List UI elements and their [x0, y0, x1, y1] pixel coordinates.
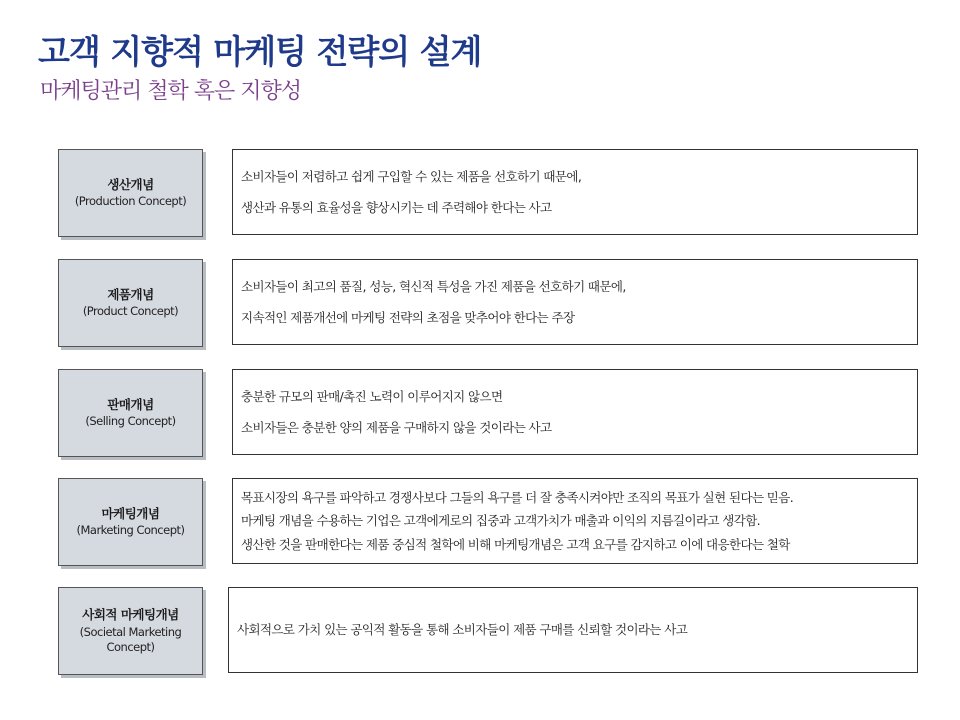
- description-line: 생산과 유통의 효율성을 향상시키는 데 주력해야 한다는 사고: [241, 200, 552, 215]
- description-line: 소비자들이 저렴하고 쉽게 구입할 수 있는 제품을 선호하기 때문에,: [241, 168, 582, 184]
- concept-name-ko: 판매개념: [107, 397, 154, 413]
- concept-label-box: [58, 259, 203, 347]
- description-line: 소비자들은 충분한 양의 제품을 구매하지 않을 것이라는 사고: [241, 420, 552, 435]
- description-line: 생산한 것을 판매한다는 제품 중심적 철학에 비해 마케팅개념은 고객 요구를 감지하고 이에 대응한다는 철학: [241, 536, 790, 552]
- concept-label-box: [58, 369, 203, 457]
- concept-description-box: [232, 369, 918, 455]
- concept-row-marketing: [58, 478, 920, 566]
- concept-name-en: (Production Concept): [74, 194, 187, 209]
- page-subtitle: 마케팅관리 철학 혹은 지향성: [40, 79, 302, 104]
- concept-row-product: [58, 259, 920, 347]
- concept-description-box: [232, 149, 918, 235]
- concept-name-ko: 생산개념: [107, 177, 154, 193]
- concept-row-production: [58, 149, 920, 237]
- concept-row-societal-marketing: [58, 587, 920, 675]
- description-line: 소비자들이 최고의 품질, 성능, 혁신적 특성을 가진 제품을 선호하기 때문에,: [241, 278, 626, 294]
- concept-label-box: [58, 478, 203, 566]
- concept-description-box: [232, 259, 918, 345]
- concept-name-en: (Product Concept): [82, 304, 179, 319]
- concept-label-box: [58, 149, 203, 237]
- concept-name-ko: 제품개념: [107, 287, 154, 303]
- concept-name-en: (Selling Concept): [85, 414, 176, 429]
- description-line: 충분한 규모의 판매/촉진 노력이 이루어지지 않으면: [241, 388, 503, 404]
- description-line: 지속적인 제품개선에 마케팅 전략의 초점을 맞추어야 한다는 주장: [241, 310, 575, 325]
- page-title: 고객 지향적 마케팅 전략의 설계: [38, 32, 482, 71]
- concept-description-box: [232, 478, 918, 564]
- concept-label-box: [58, 587, 203, 675]
- description-line: 사회적으로 가치 있는 공익적 활동을 통해 소비자들이 제품 구매를 신뢰할 것이라는 사고: [237, 622, 688, 638]
- concept-name-en: (Marketing Concept): [76, 523, 185, 538]
- concept-name-en: (Societal Marketing Concept): [79, 624, 182, 655]
- description-line: 마케팅 개념을 수용하는 기업은 고객에게로의 집중과 고객가치가 매출과 이익의 지름길이라고 생각함.: [241, 513, 761, 529]
- concept-row-selling: [58, 369, 920, 457]
- concept-name-ko: 사회적 마케팅개념: [82, 607, 179, 623]
- concept-name-ko: 마케팅개념: [101, 506, 160, 522]
- description-line: 목표시장의 욕구를 파악하고 경쟁사보다 그들의 욕구를 더 잘 충족시켜야만 조직의 목표가 실현 된다는 믿음.: [241, 489, 794, 505]
- concept-description-box: [228, 587, 918, 673]
